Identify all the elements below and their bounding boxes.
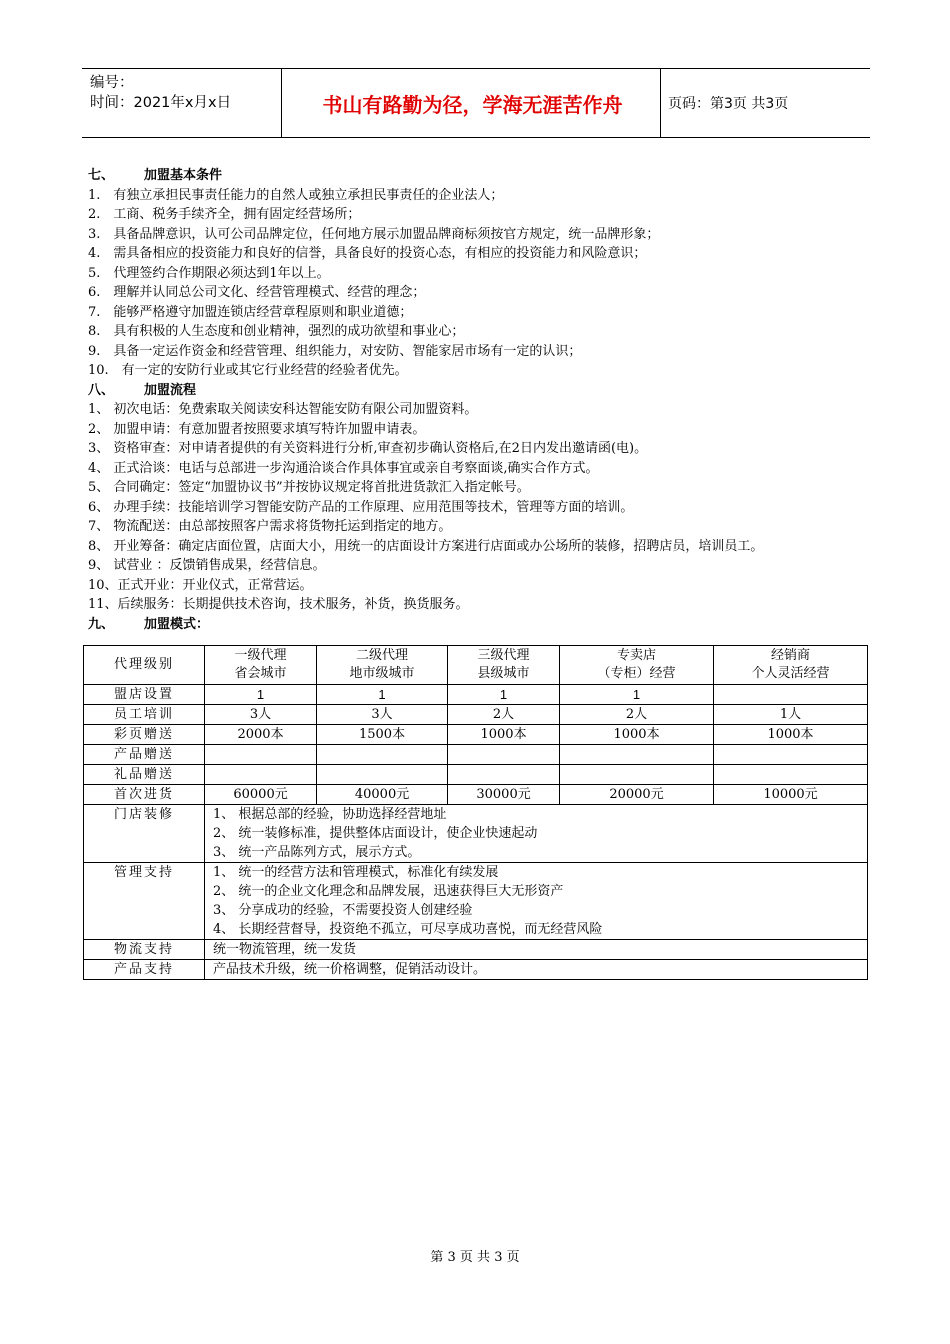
table-cell: 60000元 — [205, 785, 317, 805]
list-item: 1. 有独立承担民事责任能力的自然人或独立承担民事责任的企业法人； — [88, 187, 504, 203]
section-heading — [88, 166, 873, 186]
table-cell: 1 — [448, 685, 560, 705]
list-item: 2. 工商、税务手续齐全，拥有固定经营场所； — [88, 207, 361, 222]
table-cell — [560, 765, 714, 785]
list-item: 3、 资格审查：对申请者提供的有关资料进行分析,审查初步确认资格后,在2日内发出邀请函(电)。 — [88, 441, 648, 456]
list-item: 7. 能够严格遵守加盟连锁店经营章程原则和职业道德； — [88, 304, 413, 320]
list-item: 9、 试营业 ：反馈销售成果，经营信息。 — [88, 558, 326, 573]
table-row — [84, 705, 868, 725]
table-cell — [205, 863, 868, 940]
list-item: 5. 代理签约合作期限必须达到1年以上。 — [88, 265, 330, 281]
list-item: 7、 物流配送：由总部按照客户需求将货物托运到指定的地方。 — [88, 519, 452, 534]
table-cell — [448, 765, 560, 785]
support-line: 4、 长期经营督导，投资绝不孤立，可尽享成功喜悦，而无经营风险 — [213, 922, 603, 937]
section-number: 八、 — [88, 382, 115, 398]
table-cell — [317, 765, 448, 785]
table-cell: 1000本 — [713, 725, 867, 745]
table-row — [84, 745, 868, 765]
row-label: 礼品赠送 — [84, 765, 205, 785]
table-cell: 30000元 — [448, 785, 560, 805]
list-item: 4. 需具备相应的投资能力和良好的信誉，具备良好的投资心态，有相应的投资能力和风险意识； — [88, 246, 647, 261]
table-cell — [205, 805, 868, 863]
support-line: 3、 统一产品陈列方式，展示方式。 — [213, 845, 421, 860]
table-cell: 10000元 — [713, 785, 867, 805]
section-title: 加盟流程 — [144, 382, 197, 398]
table-cell: 1人 — [713, 705, 867, 725]
section-heading — [88, 381, 873, 401]
time-label: 时间：2021年x月x日 — [90, 95, 232, 111]
list-item: 10. 有一定的安防行业或其它行业经营的经验者优先。 — [88, 363, 408, 378]
table-cell — [205, 745, 317, 765]
section-heading — [88, 615, 873, 635]
table-cell: 统一物流管理，统一发货 — [205, 940, 868, 960]
franchise-mode-table — [83, 645, 868, 980]
table-cell — [560, 745, 714, 765]
support-line: 3、 分享成功的经验，不需要投资人创建经验 — [213, 903, 473, 918]
number-label: 编号： — [90, 75, 134, 91]
table-cell — [713, 685, 867, 705]
header-cell: 专卖店 （专柜）经营 — [560, 646, 714, 685]
table-cell — [317, 745, 448, 765]
list-item: 11、后续服务：长期提供技术咨询，技术服务，补货，换货服务。 — [88, 597, 469, 612]
page-header — [82, 68, 870, 138]
header-motto: 书山有路勤为径，学海无涯苦作舟 — [322, 92, 623, 117]
table-cell: 1 — [205, 685, 317, 705]
list-item: 8. 具有积极的人生态度和创业精神，强烈的成功欲望和事业心； — [88, 324, 465, 339]
support-line: 1、 根据总部的经验，协助选择经营地址 — [213, 807, 447, 822]
table-cell: 1 — [560, 685, 714, 705]
table-cell: 1500本 — [317, 725, 448, 745]
table-row — [84, 685, 868, 705]
section-title: 加盟模式： — [144, 616, 210, 632]
row-label: 首次进货 — [84, 785, 205, 805]
table-row — [84, 940, 868, 960]
list-item: 3. 具备品牌意识，认可公司品牌定位，任何地方展示加盟品牌商标须按官方规定，统一品牌形象； — [88, 226, 660, 242]
table-cell: 3人 — [205, 705, 317, 725]
row-label: 员工培训 — [84, 705, 205, 725]
header-divider — [281, 69, 282, 137]
table-cell — [713, 765, 867, 785]
table-cell: 2人 — [560, 705, 714, 725]
table-row — [84, 960, 868, 980]
list-item: 9. 具备一定运作资金和经营管理、组织能力，对安防、智能家居市场有一定的认识； — [88, 343, 582, 359]
table-cell: 1000本 — [448, 725, 560, 745]
row-label: 盟店设置 — [84, 685, 205, 705]
header-cell: 代理级别 — [84, 646, 205, 685]
table-cell: 1000本 — [560, 725, 714, 745]
page-footer: 第 3 页 共 3 页 — [430, 1250, 520, 1265]
list-item: 6、 办理手续：技能培训学习智能安防产品的工作原理、应用范围等技术，管理等方面的培训。 — [88, 499, 634, 515]
row-label: 管理支持 — [84, 863, 205, 940]
header-divider — [660, 69, 661, 137]
list-item: 2、 加盟申请：有意加盟者按照要求填写特许加盟申请表。 — [88, 421, 426, 437]
document-body — [88, 166, 873, 634]
table-cell: 40000元 — [317, 785, 448, 805]
list-item: 5、 合同确定：签定“加盟协议书”并按协议规定将首批进货款汇入指定帐号。 — [88, 480, 530, 495]
row-label: 彩页赠送 — [84, 725, 205, 745]
row-label: 物流支持 — [84, 940, 205, 960]
header-info — [90, 73, 280, 113]
table-cell: 2000本 — [205, 725, 317, 745]
table-row — [84, 785, 868, 805]
table-cell — [448, 745, 560, 765]
support-line: 2、 统一装修标准，提供整体店面设计，使企业快速起动 — [213, 826, 538, 841]
header-cell: 二级代理 地市级城市 — [317, 646, 448, 685]
row-label: 产品赠送 — [84, 745, 205, 765]
support-line: 1、 统一的经营方法和管理模式，标准化有续发展 — [213, 865, 499, 880]
list-item: 10、正式开业：开业仪式，正常营运。 — [88, 577, 313, 593]
table-header-row — [84, 646, 868, 685]
table-cell: 1 — [317, 685, 448, 705]
list-item: 8、 开业筹备：确定店面位置，店面大小，用统一的店面设计方案进行店面或办公场所的装修，招聘店员，培训员工。 — [88, 538, 764, 554]
table-cell — [205, 765, 317, 785]
table-row — [84, 765, 868, 785]
header-cell: 一级代理 省会城市 — [205, 646, 317, 685]
section-title: 加盟基本条件 — [144, 168, 223, 183]
table-row — [84, 863, 868, 940]
table-cell — [713, 745, 867, 765]
list-item: 1、 初次电话：免费索取关阅读安科达智能安防有限公司加盟资料。 — [88, 402, 478, 417]
table-row — [84, 805, 868, 863]
section-number: 九、 — [88, 616, 115, 632]
row-label: 产品支持 — [84, 960, 205, 980]
list-item: 6. 理解并认同总公司文化、经营管理模式、经营的理念； — [88, 285, 426, 300]
table-row — [84, 725, 868, 745]
table-cell: 20000元 — [560, 785, 714, 805]
table-cell: 3人 — [317, 705, 448, 725]
header-cell: 三级代理 县级城市 — [448, 646, 560, 685]
table-cell: 产品技术升级，统一价格调整，促销活动设计。 — [205, 960, 868, 980]
header-cell: 经销商 个人灵活经营 — [713, 646, 867, 685]
support-line: 2、 统一的企业文化理念和品牌发展，迅速获得巨大无形资产 — [213, 884, 564, 899]
list-item: 4、 正式洽谈：电话与总部进一步沟通洽谈合作具体事宜或亲自考察面谈,确实合作方式。 — [88, 460, 599, 476]
table-cell: 2人 — [448, 705, 560, 725]
section-number: 七、 — [88, 168, 115, 183]
row-label: 门店装修 — [84, 805, 205, 863]
header-page-code: 页码：第3页 共3页 — [668, 96, 789, 112]
